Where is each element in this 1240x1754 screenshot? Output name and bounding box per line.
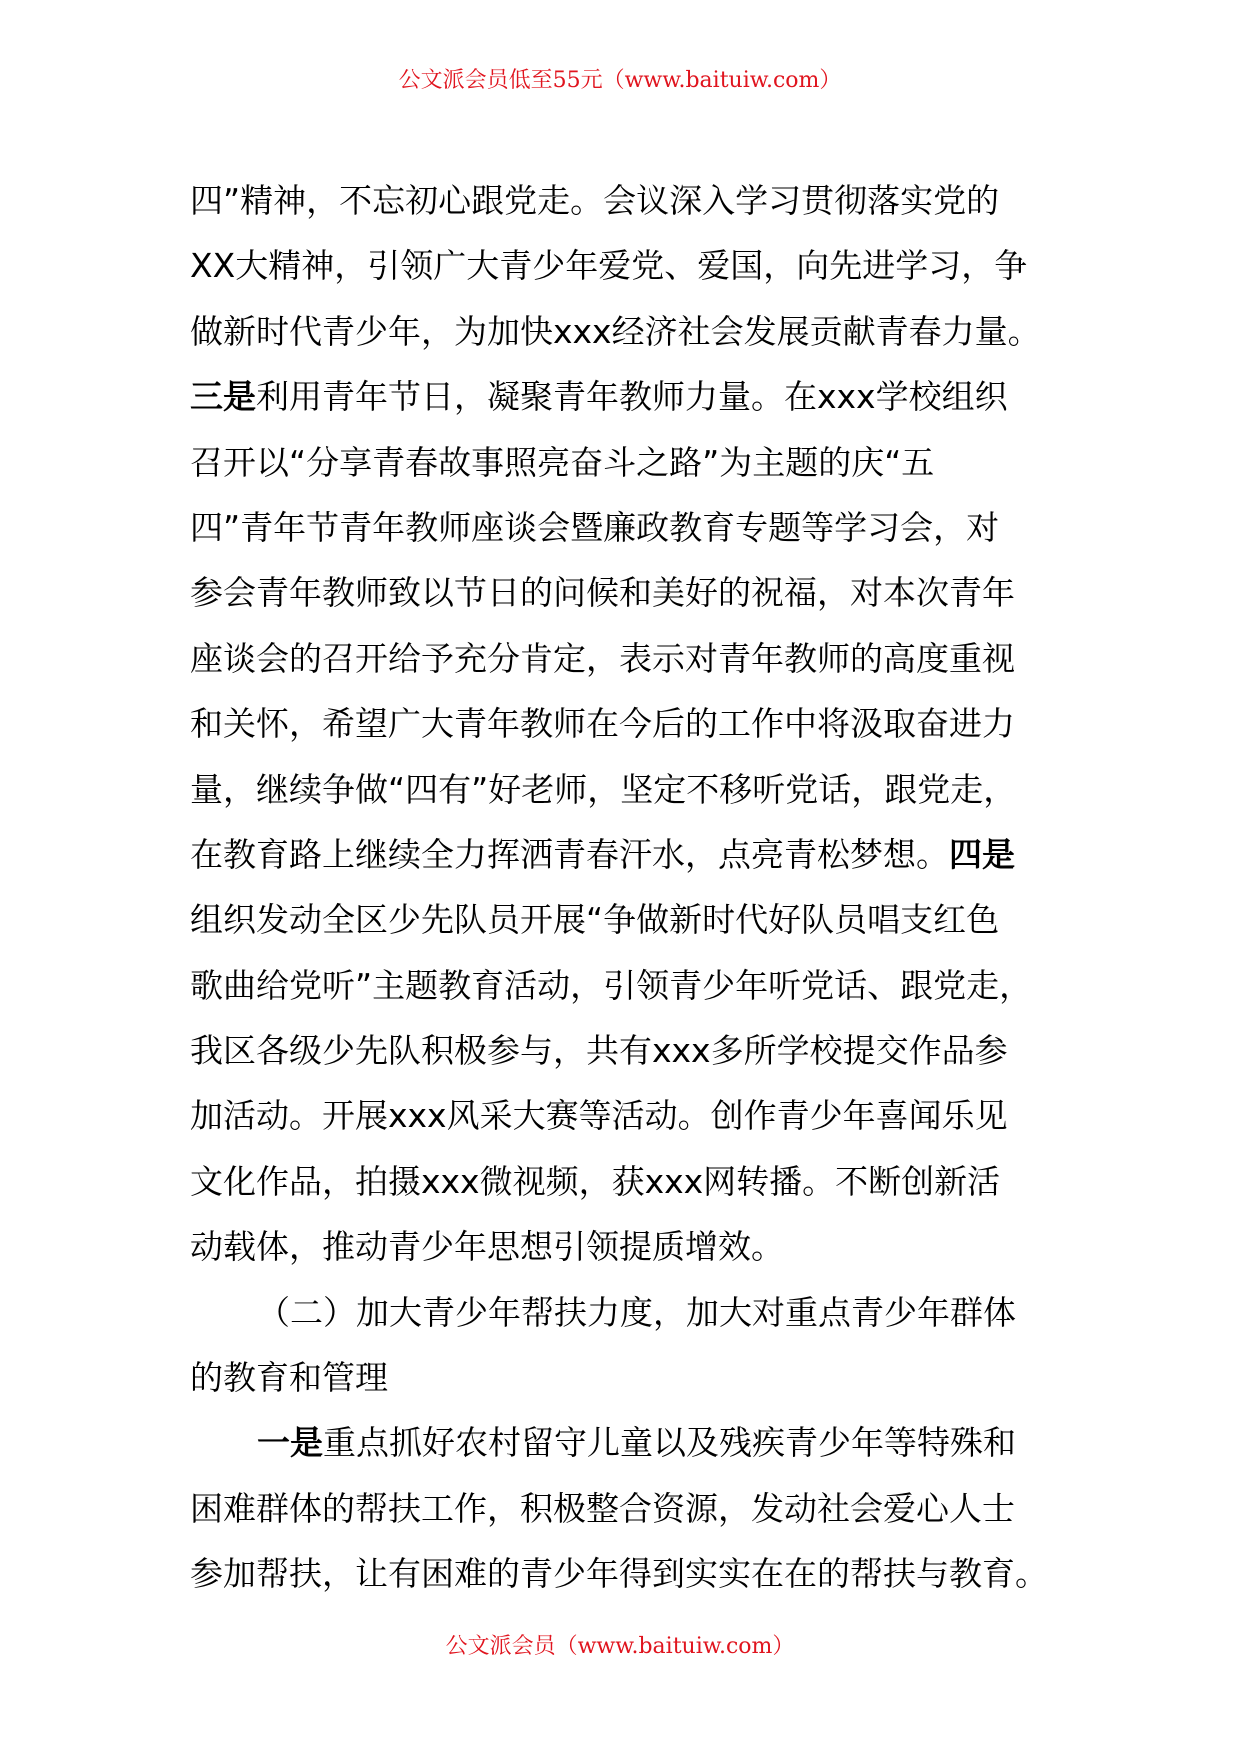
header-watermark: 公文派会员低至55元（www.baituiw.com）: [398, 68, 842, 93]
text-line: [190, 757, 1070, 822]
text-line: [190, 1083, 1070, 1148]
text-line: [190, 626, 1070, 691]
text-run: 量，继续争做“四有”好老师，坚定不移听党话，跟党走，: [190, 769, 1017, 809]
text-line: [190, 1280, 1070, 1345]
text-line: [190, 1345, 1070, 1410]
text-line: [190, 1541, 1070, 1606]
text-run: 我区各级少先队积极参与，共有xxx多所学校提交作品参: [190, 1031, 1008, 1071]
text-line: [190, 495, 1070, 560]
text-run: 利用青年节日，凝聚青年教师力量。在xxx学校组织: [256, 377, 1008, 417]
text-run: 文化作品，拍摄xxx微视频，获xxx网转播。不断创新活: [190, 1161, 1001, 1201]
document-body: [190, 168, 1070, 1607]
text-line: [190, 1476, 1070, 1541]
text-run: 加活动。开展xxx风采大赛等活动。创作青少年喜闻乐见: [190, 1096, 1008, 1136]
text-run: 参会青年教师致以节日的问候和美好的祝福，对本次青年: [190, 573, 1015, 613]
text-run: 重点抓好农村留守儿童以及残疾青少年等特殊和: [323, 1423, 1016, 1463]
text-run: 参加帮扶，让有困难的青少年得到实实在在的帮扶与教育。: [190, 1554, 1048, 1594]
text-line: [190, 953, 1070, 1018]
text-run: 歌曲给党听”主题教育活动，引领青少年听党话、跟党走，: [190, 965, 1033, 1005]
text-line: [190, 299, 1070, 364]
text-line: [190, 1214, 1070, 1279]
text-run: 在教育路上继续全力挥洒青春汗水，点亮青松梦想。: [190, 834, 949, 874]
text-line: [190, 691, 1070, 756]
text-run: 困难群体的帮扶工作，积极整合资源，发动社会爱心人士: [190, 1488, 1015, 1528]
text-run: 的教育和管理: [190, 1358, 388, 1398]
text-run: 和关怀，希望广大青年教师在今后的工作中将汲取奋进力: [190, 704, 1015, 744]
bold-lead-phrase: 三是: [190, 377, 256, 417]
text-line: [190, 560, 1070, 625]
text-run: XX大精神，引领广大青少年爱党、爱国，向先进学习，争: [190, 246, 1028, 286]
text-run: （二）加大青少年帮扶力度，加大对重点青少年群体: [257, 1292, 1016, 1332]
text-run: 组织发动全区少先队员开展“争做新时代好队员唱支红色: [190, 900, 1000, 940]
text-line: [190, 364, 1070, 429]
text-line: [190, 1149, 1070, 1214]
text-run: 召开以“分享青春故事照亮奋斗之路”为主题的庆“五: [190, 442, 935, 482]
text-line: [190, 1018, 1070, 1083]
text-line: [190, 887, 1070, 952]
bold-lead-phrase: 四是: [949, 834, 1015, 874]
text-line: [190, 822, 1070, 887]
footer-watermark: 公文派会员（www.baituiw.com）: [445, 1634, 795, 1659]
text-line: [190, 430, 1070, 495]
text-line: [190, 1410, 1070, 1475]
text-line: [190, 168, 1070, 233]
bold-lead-phrase: 一是: [257, 1423, 323, 1463]
text-run: 四”青年节青年教师座谈会暨廉政教育专题等学习会，对: [190, 507, 1000, 547]
text-run: 座谈会的召开给予充分肯定，表示对青年教师的高度重视: [190, 638, 1015, 678]
text-run: 动载体，推动青少年思想引领提质增效。: [190, 1227, 784, 1267]
text-run: 做新时代青少年，为加快xxx经济社会发展贡献青春力量。: [190, 311, 1041, 351]
text-run: 四”精神，不忘初心跟党走。会议深入学习贯彻落实党的: [190, 181, 1000, 220]
text-line: [190, 233, 1070, 298]
